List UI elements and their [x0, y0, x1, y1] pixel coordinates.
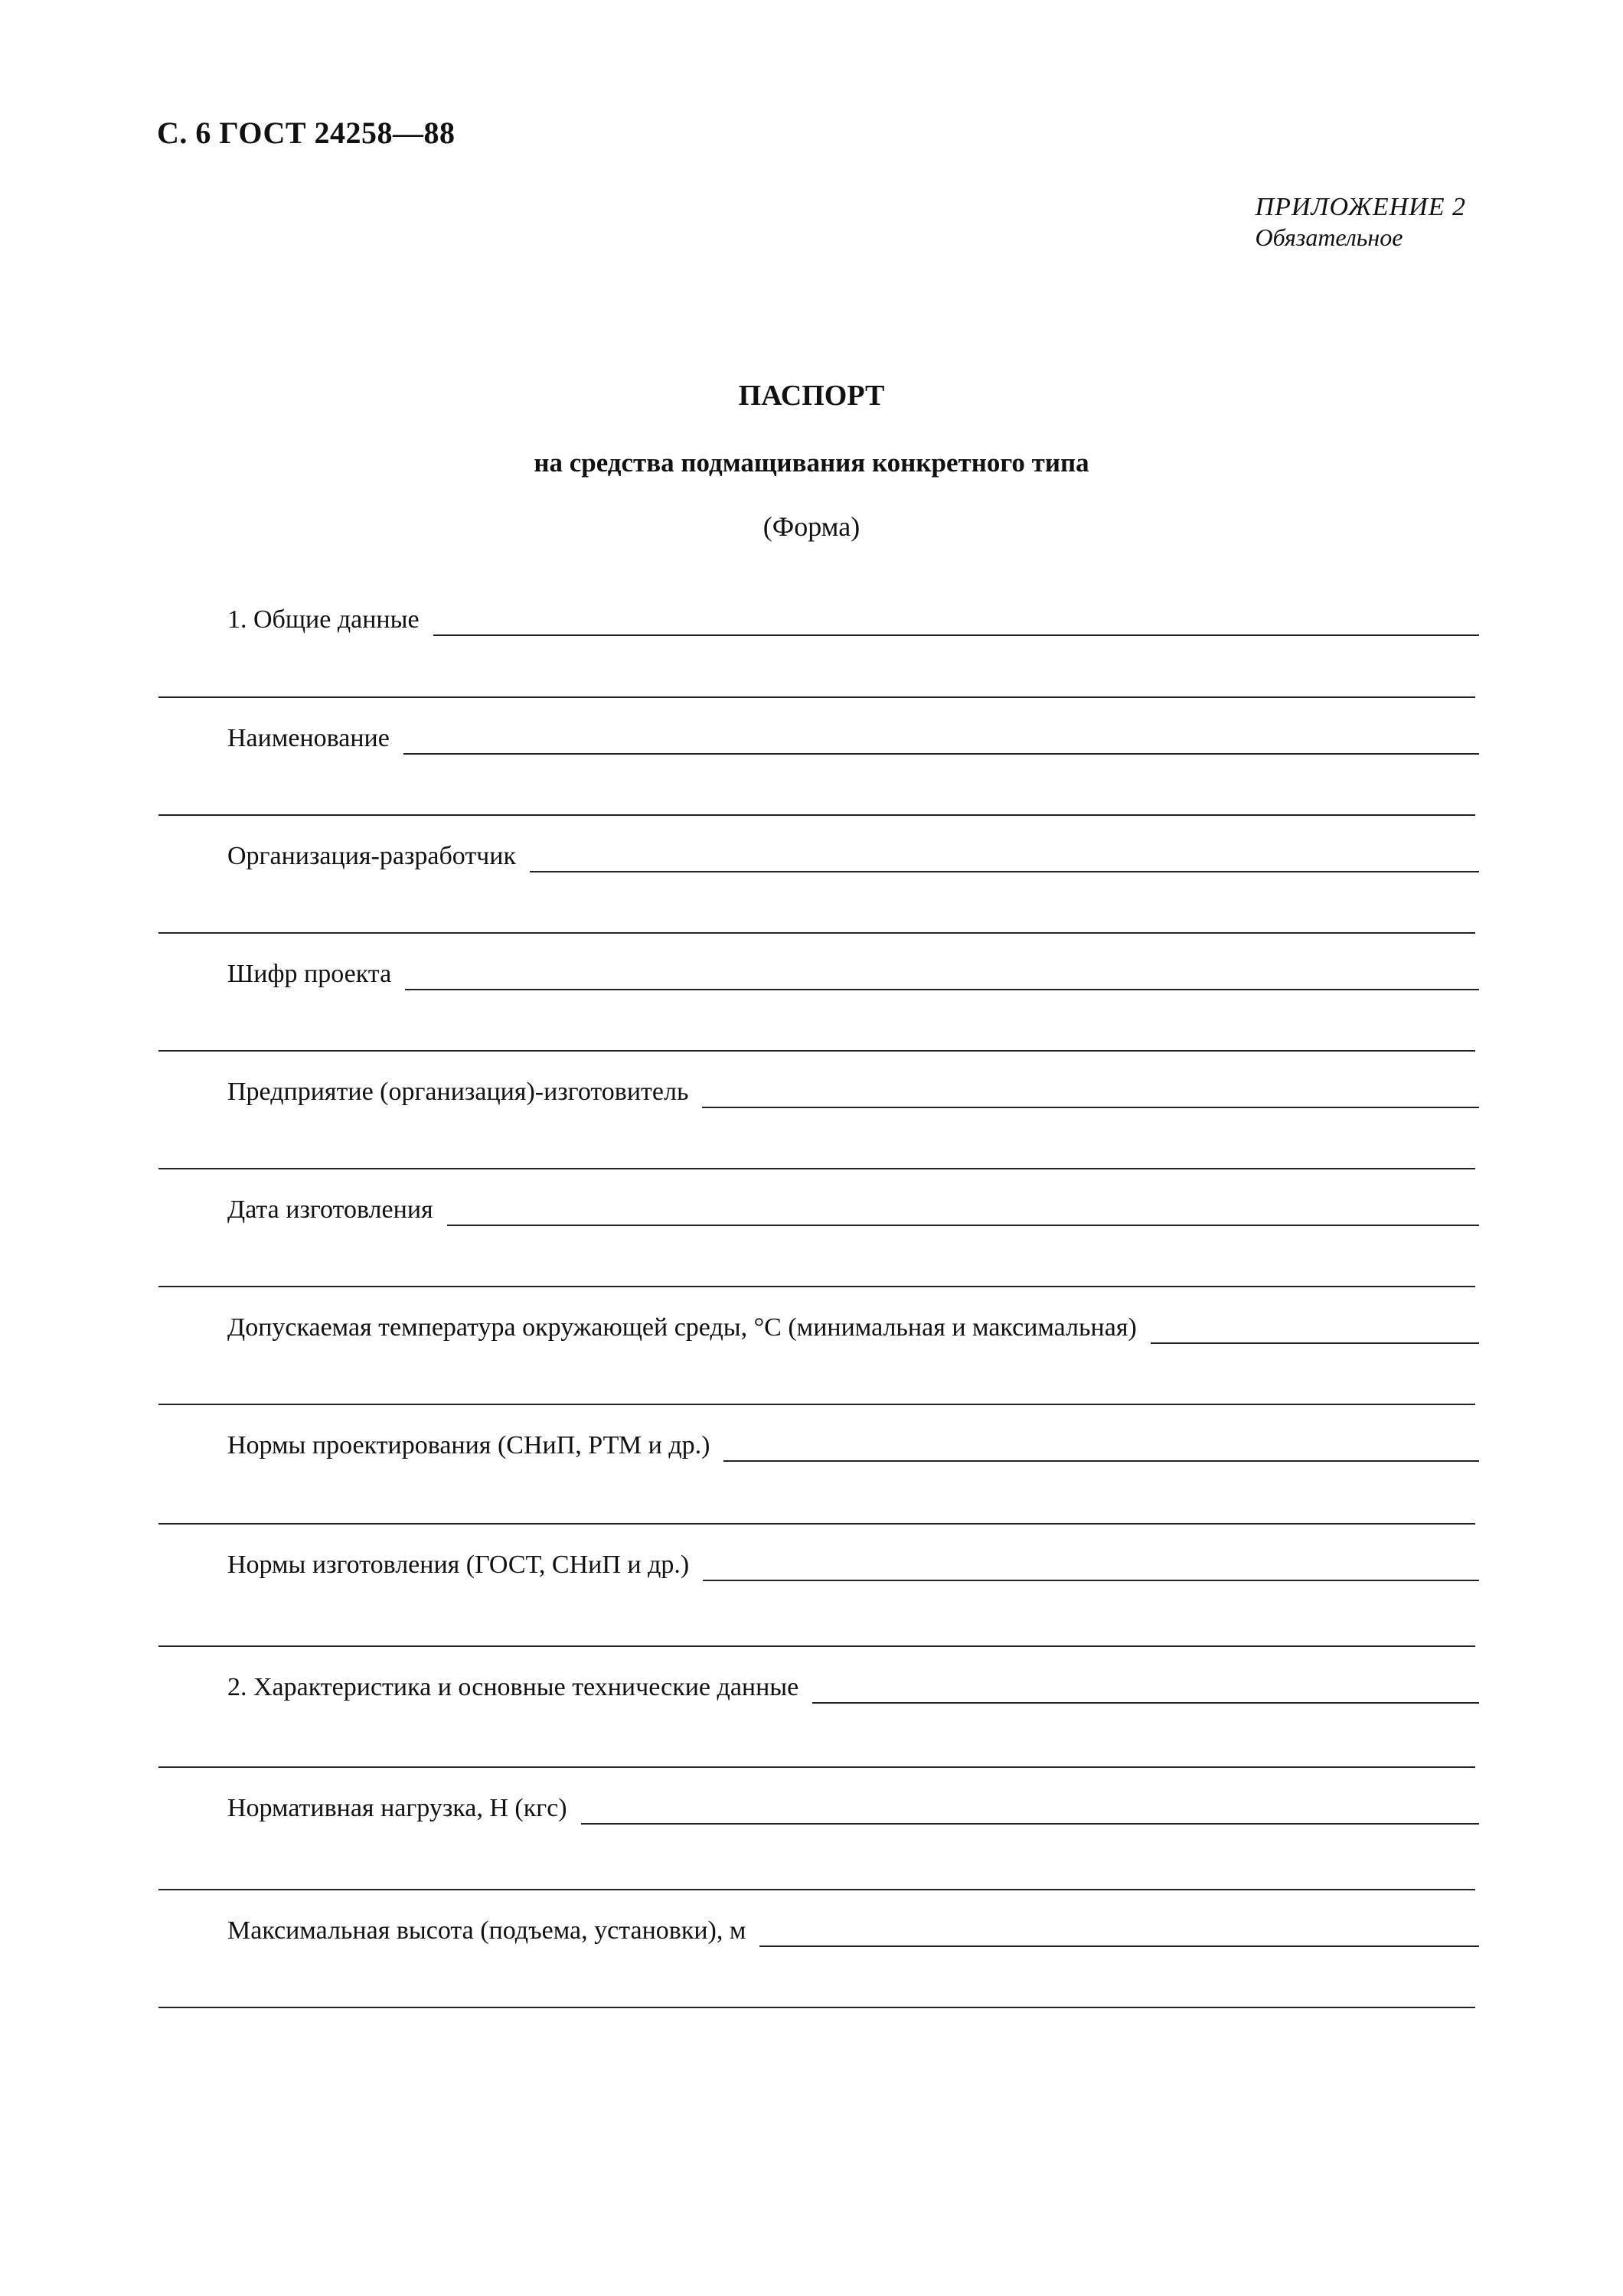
document-title: ПАСПОРТ	[738, 380, 885, 412]
field-label: Шифр проекта	[227, 960, 392, 988]
field-label: Организация-разработчик	[227, 842, 516, 870]
field-label: Нормы изготовления (ГОСТ, СНиП и др.)	[227, 1551, 690, 1579]
continuation-line[interactable]	[158, 1766, 1475, 1768]
fill-line[interactable]	[1151, 1342, 1479, 1344]
document-subtitle: на средства подмащивания конкретного типа	[534, 448, 1089, 478]
field-manufacturer[interactable]	[227, 1065, 1479, 1111]
continuation-line[interactable]	[158, 1404, 1475, 1405]
continuation-line[interactable]	[158, 814, 1475, 816]
appendix-title: ПРИЛОЖЕНИЕ 2	[1255, 193, 1466, 221]
fill-line[interactable]	[581, 1823, 1479, 1825]
continuation-line[interactable]	[158, 1645, 1475, 1647]
fill-line[interactable]	[702, 1107, 1479, 1108]
field-label: Нормативная нагрузка, Н (кгс)	[227, 1794, 567, 1822]
field-characteristics[interactable]	[227, 1661, 1479, 1707]
field-general-data[interactable]	[227, 593, 1479, 639]
form-label: (Форма)	[763, 511, 860, 542]
field-label: Предприятие (организация)-изготовитель	[227, 1078, 689, 1106]
field-project-code[interactable]	[227, 947, 1479, 993]
fill-line[interactable]	[530, 871, 1479, 872]
field-standard-load[interactable]	[227, 1782, 1479, 1828]
fill-line[interactable]	[405, 989, 1479, 990]
continuation-line[interactable]	[158, 932, 1475, 934]
field-design-norms[interactable]	[227, 1419, 1479, 1465]
page-header: С. 6 ГОСТ 24258—88	[157, 116, 456, 150]
field-allowed-temperature[interactable]	[227, 1301, 1479, 1347]
field-manufacturing-norms[interactable]	[227, 1538, 1479, 1584]
fill-line[interactable]	[703, 1580, 1479, 1581]
field-label: Максимальная высота (подъема, установки), м	[227, 1916, 746, 1945]
continuation-line[interactable]	[158, 1286, 1475, 1287]
field-maximum-height[interactable]	[227, 1904, 1479, 1950]
fill-line[interactable]	[812, 1702, 1479, 1704]
field-manufacture-date[interactable]	[227, 1183, 1479, 1229]
fill-line[interactable]	[447, 1225, 1479, 1226]
field-developer-organization[interactable]	[227, 830, 1479, 876]
continuation-line[interactable]	[158, 2007, 1475, 2008]
continuation-line[interactable]	[158, 696, 1475, 698]
field-label: Допускаемая температура окружающей среды, °С (минимальная и максимальная)	[227, 1313, 1137, 1342]
fill-line[interactable]	[433, 634, 1479, 636]
continuation-line[interactable]	[158, 1168, 1475, 1169]
field-label: Дата изготовления	[227, 1195, 433, 1224]
continuation-line[interactable]	[158, 1889, 1475, 1890]
fill-line[interactable]	[759, 1945, 1479, 1947]
field-label: 2. Характеристика и основные технические данные	[227, 1673, 799, 1701]
fill-line[interactable]	[403, 753, 1479, 755]
fill-line[interactable]	[723, 1460, 1479, 1462]
appendix-block	[1256, 193, 1466, 252]
field-name[interactable]	[227, 712, 1479, 758]
field-label: 1. Общие данные	[227, 605, 420, 634]
appendix-status: Обязательное	[1255, 223, 1403, 251]
continuation-line[interactable]	[158, 1523, 1475, 1525]
field-label: Наименование	[227, 724, 390, 752]
continuation-line[interactable]	[158, 1050, 1475, 1052]
field-label: Нормы проектирования (СНиП, РТМ и др.)	[227, 1431, 710, 1459]
